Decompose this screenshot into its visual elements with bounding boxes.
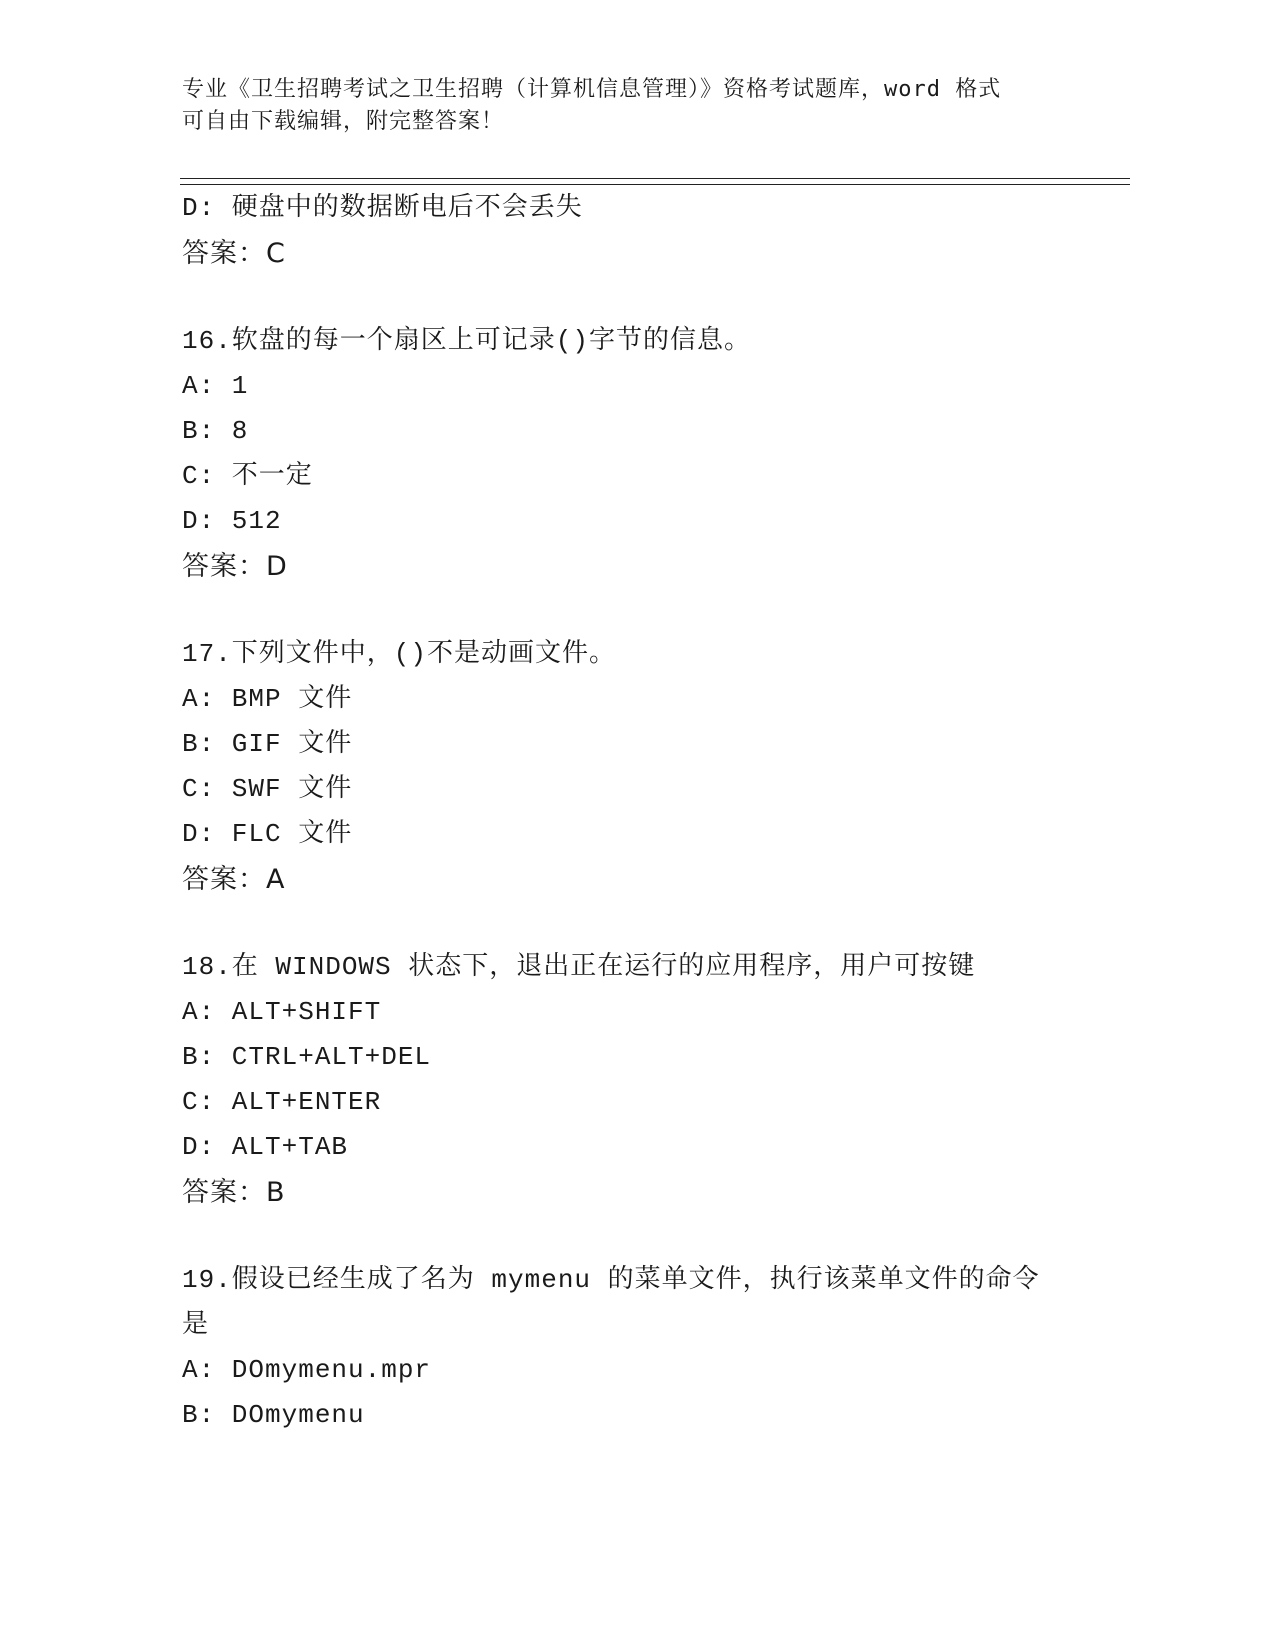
q16-option-d: D: 512 (182, 506, 282, 536)
q15-option-d: D: 硬盘中的数据断电后不会丢失 (182, 193, 583, 223)
q19-stem-line-2: 是 (182, 1310, 210, 1340)
header-divider-top (180, 178, 1130, 179)
spacer (182, 589, 1082, 632)
spacer (182, 1215, 1082, 1258)
q16-option-a: A: 1 (182, 371, 249, 401)
question-list (182, 186, 1082, 1438)
header-line-1: 专业《卫生招聘考试之卫生招聘（计算机信息管理）》资格考试题库，word 格式 (182, 77, 1002, 102)
q18-option-b: B: CTRL+ALT+DEL (182, 1042, 432, 1072)
spacer (182, 902, 1082, 945)
q17-answer: 答案：A (182, 864, 286, 895)
q15-answer: 答案：C (182, 238, 286, 269)
q16-answer: 答案：D (182, 551, 288, 582)
q18-option-a: A: ALT+SHIFT (182, 997, 382, 1027)
q17-option-b: B: GIF 文件 (182, 729, 353, 759)
q18-option-d: D: ALT+TAB (182, 1132, 349, 1162)
q18-option-c: C: ALT+ENTER (182, 1087, 382, 1117)
document-header (182, 74, 1062, 138)
q19-option-b: B: DOmymenu (182, 1400, 365, 1430)
header-line-2: 可自由下载编辑，附完整答案！ (182, 109, 505, 134)
q19-stem-line-1: 19.假设已经生成了名为 mymenu 的菜单文件，执行该菜单文件的命令 (182, 1265, 1040, 1295)
q17-option-a: A: BMP 文件 (182, 684, 353, 714)
q17-option-d: D: FLC 文件 (182, 819, 353, 849)
q17-stem: 17.下列文件中，()不是动画文件。 (182, 639, 617, 669)
q18-answer: 答案：B (182, 1177, 286, 1208)
spacer (182, 276, 1082, 319)
q16-stem: 16.软盘的每一个扇区上可记录()字节的信息。 (182, 326, 752, 356)
q18-stem: 18.在 WINDOWS 状态下，退出正在运行的应用程序，用户可按键 (182, 952, 976, 982)
q16-option-c: C: 不一定 (182, 461, 313, 491)
header-divider-bottom (180, 184, 1130, 185)
q17-option-c: C: SWF 文件 (182, 774, 353, 804)
q16-option-b: B: 8 (182, 416, 249, 446)
q19-option-a: A: DOmymenu.mpr (182, 1355, 432, 1385)
